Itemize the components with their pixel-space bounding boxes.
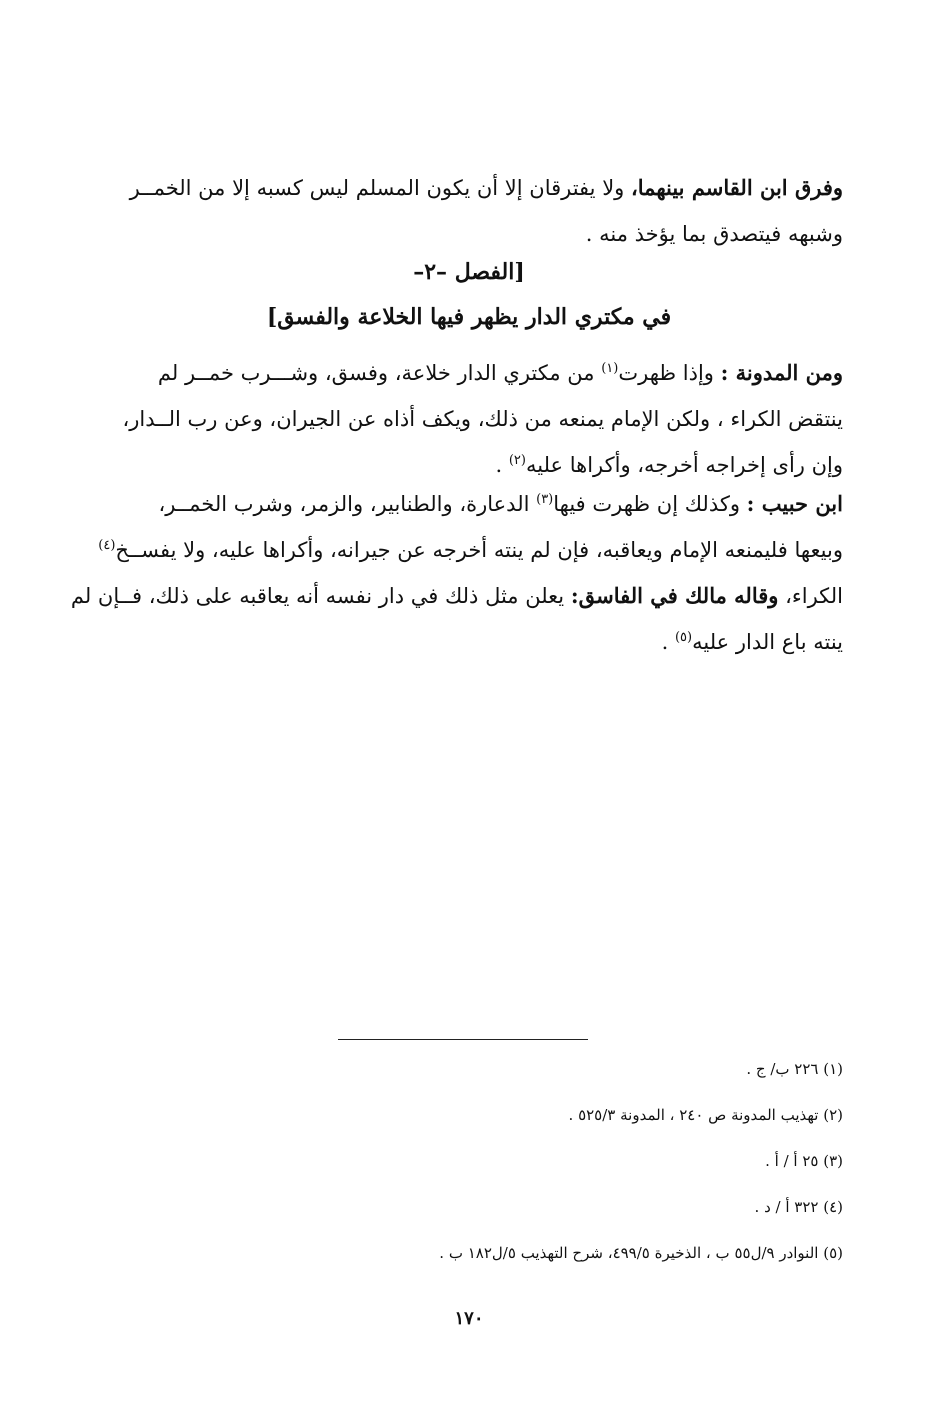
section-heading-title: [الفصل –٢– [413, 259, 525, 285]
paragraph-3-line-3: الكراء، وقاله مالك في الفاسق: يعلن مثل ذلك في دار نفسه أنه يعاقبه على ذلك، فــإن لم [70, 583, 843, 608]
source-name: ومن المدونة : [720, 360, 843, 385]
paragraph-3 [70, 481, 843, 665]
footnote-5: (٥) النوادر ٩/ل٥٥ ب ، الذخيرة ٤٩٩/٥، شرح التهذيب ٥/ل١٨٢ ب . [439, 1244, 843, 1262]
paragraph-2-line-2: ينتقض الكراء ، ولكن الإمام يمنعه من ذلك، ويكف أذاه عن الجيران، وعن رب الــدار، [122, 407, 843, 431]
paragraph-1-line-2: وشبهه فيتصدق بما يؤخذ منه . [585, 222, 843, 246]
section-heading-subtitle: في مكتري الدار يظهر فيها الخلاعة والفسق] [266, 304, 672, 330]
footnotes [103, 1050, 843, 1280]
quoted-authority: وقاله مالك في الفاسق: [570, 583, 779, 608]
footnote-ref-1[interactable]: (١) [601, 361, 619, 376]
footnote-ref-4[interactable]: (٤) [98, 538, 116, 553]
footnote-4: (٤) ٣٢٢ أ / د . [754, 1198, 843, 1216]
footnote-separator [338, 1039, 588, 1040]
paragraph-3-line-4: ينته باع الدار عليه$^{(٥)}$ . [661, 630, 843, 654]
paragraph-2-line-1: ومن المدونة : وإذا ظهرت$^{(١)}$ من مكتري الدار خلاعة، وفسق، وشـــرب خمــر لم [157, 360, 843, 385]
footnote-2: (٢) تهذيب المدونة ص ٢٤٠ ، المدونة ٥٢٥/٣ . [568, 1106, 843, 1124]
paragraph-2 [113, 350, 843, 488]
paragraph-2-line-3: وإن رأى إخراجه أخرجه، وأكراها عليه$^{(٢)}$ . [495, 453, 843, 477]
paragraph-3-line-2: وبيعها فليمنعه الإمام ويعاقبه، فإن لم ينته أخرجه عن جيرانه، وأكراها عليه، ولا يفســخ$^{(٤)}$ [98, 538, 843, 562]
paragraph-1 [113, 165, 843, 257]
source-name: ابن حبيب : [746, 491, 843, 516]
footnote-ref-5[interactable]: (٥) [674, 630, 693, 645]
paragraph-1-line-1: وفرق ابن القاسم بينهما، ولا يفترقان إلا أن يكون المسلم ليس كسبه إلا من الخمــر [129, 175, 843, 200]
speaker-name: وفرق ابن القاسم بينهما، [631, 175, 843, 200]
paragraph-3-line-1: ابن حبيب : وكذلك إن ظهرت فيها$^{(٣)}$ الدعارة، والطنابير، والزمر، وشرب الخمــر، [158, 491, 843, 516]
footnote-ref-2[interactable]: (٢) [508, 453, 526, 468]
footnote-1: (١) ٢٢٦ ب/ ج . [746, 1060, 843, 1078]
page-number: ١٧٠ [454, 1308, 484, 1329]
footnote-ref-3[interactable]: (٣) [536, 492, 554, 507]
footnote-3: (٣) ٢٥ أ / أ . [765, 1152, 843, 1170]
